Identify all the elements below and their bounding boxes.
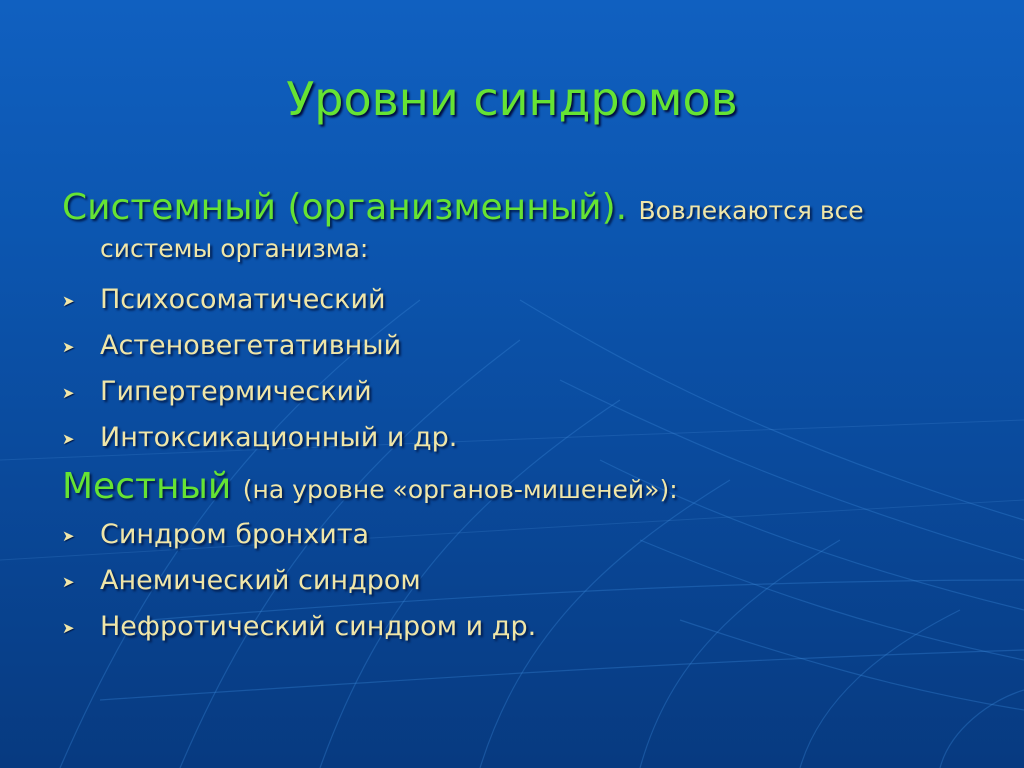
section-systemic — [62, 186, 992, 461]
list-item — [62, 323, 992, 369]
list-item — [62, 369, 992, 415]
bullet-list — [62, 277, 992, 461]
list-item — [62, 558, 992, 604]
list-item — [62, 415, 992, 461]
list-item-text: Астеновегетативный — [100, 330, 402, 361]
section-heading — [62, 186, 992, 233]
list-item-text: Интоксикационный и др. — [100, 422, 458, 453]
chevron-right-icon: ➤ — [62, 619, 75, 637]
section-heading — [62, 465, 992, 512]
chevron-right-icon: ➤ — [62, 384, 75, 402]
list-item-text: Анемический синдром — [100, 565, 421, 596]
chevron-right-icon: ➤ — [62, 573, 75, 591]
list-item-text: Гипертермический — [100, 376, 372, 407]
section-heading-note-continuation: системы организма: — [100, 234, 369, 263]
slide-title: Уровни синдромов — [286, 72, 738, 126]
list-item-text: Психосоматический — [100, 284, 386, 315]
section-local — [62, 465, 992, 650]
section-heading-note: Вовлекаются все — [638, 196, 864, 225]
list-item-text: Синдром бронхита — [100, 519, 370, 550]
bullet-list — [62, 512, 992, 650]
list-item-text: Нефротический синдром и др. — [100, 611, 537, 642]
slide-content — [62, 186, 992, 650]
section-heading-label: Местный — [62, 466, 232, 507]
chevron-right-icon: ➤ — [62, 292, 75, 310]
list-item — [62, 512, 992, 558]
section-heading-label: Системный (организменный). — [62, 187, 628, 228]
chevron-right-icon: ➤ — [62, 430, 75, 448]
section-heading-note: (на уровне «органов-мишеней»): — [242, 475, 678, 504]
chevron-right-icon: ➤ — [62, 527, 75, 545]
list-item — [62, 604, 992, 650]
chevron-right-icon: ➤ — [62, 338, 75, 356]
list-item — [62, 277, 992, 323]
